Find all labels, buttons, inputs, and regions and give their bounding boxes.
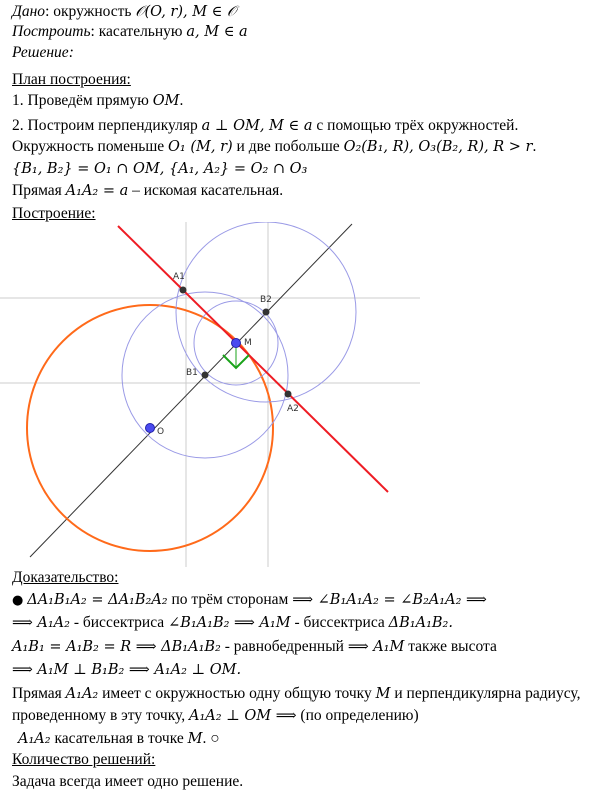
plan-intersections: {B₁, B₂} = O₁ ∩ OM, {A₁, A₂} = O₂ ∩ O₃: [12, 161, 308, 177]
point-a2: [285, 391, 292, 398]
solutions-heading: Количество решений:: [12, 751, 156, 768]
label-b1: B1: [186, 368, 198, 378]
plan-step1: 1. Проведём прямую OM.: [12, 92, 184, 109]
given-text: : окружность: [45, 3, 136, 20]
plan-step2: 2. Построим перпендикуляр a ⊥ OM, M ∈ a с помощью трёх окружностей.: [12, 117, 519, 134]
proof-line1: ● ΔA₁B₁A₂ = ΔA₁B₂A₂ по трём сторонам ⟹ ∠B₁A₁A₂ = ∠B₂A₁A₂ ⟹: [12, 591, 487, 608]
solution-label: Решение:: [12, 44, 74, 61]
label-b2: B2: [260, 295, 272, 305]
point-m: [232, 339, 241, 348]
tangent-line: [118, 226, 388, 492]
construct-label: Построить: [12, 23, 91, 40]
proof-line4: ⟹ A₁M ⊥ B₁B₂ ⟹ A₁A₂ ⊥ OM.: [12, 662, 242, 678]
proof-heading: Доказательство:: [12, 569, 119, 586]
label-o: O: [157, 427, 165, 437]
point-b1: [202, 372, 209, 379]
construct-math: a, M ∈ a: [186, 24, 248, 40]
given-line: [12, 2, 236, 22]
construction-figure: [0, 222, 600, 567]
point-a1: [180, 287, 187, 294]
point-b2: [263, 309, 270, 316]
proof-line7: A₁A₂ касательная в точке M. ○: [18, 730, 220, 747]
bullet-icon: ●: [12, 593, 24, 608]
label-a1: A1: [173, 272, 185, 282]
plan-circles: Окружность поменьше O₁ (M, r) и две побольше O₂(B₁, R), O₃(B₂, R), R > r.: [12, 138, 537, 155]
construct-line: [12, 22, 248, 42]
given-math: 𝒪(O, r), M ∈ 𝒪: [135, 4, 237, 20]
given-label: Дано: [12, 3, 46, 20]
proof-line2: ⟹ A₁A₂ - биссектриса ∠B₁A₁B₂ ⟹ A₁M - биссектриса ΔB₁A₁B₂.: [12, 614, 453, 631]
proof-line5: Прямая A₁A₂ имеет с окружностью одну общую точку M и перпендикулярна радиусу,: [12, 685, 581, 702]
construction-heading: Построение:: [12, 205, 96, 222]
plan-heading: План построения:: [12, 71, 131, 88]
point-o: [146, 424, 155, 433]
label-m: M: [244, 338, 252, 348]
proof-line6: проведенному в эту точку, A₁A₂ ⊥ OM ⟹ (по определению): [12, 707, 419, 724]
construct-text: : касательную: [90, 23, 187, 40]
om-line: [30, 224, 352, 557]
plan-line: Прямая A₁A₂ = a – искомая касательная.: [12, 182, 284, 199]
proof-line3: A₁B₁ = A₁B₂ = R ⟹ ΔB₁A₁B₂ - равнобедренный ⟹ A₁M также высота: [12, 638, 497, 655]
solutions-text: Задача всегда имеет одно решение.: [12, 773, 244, 790]
label-a2: A2: [287, 404, 299, 414]
